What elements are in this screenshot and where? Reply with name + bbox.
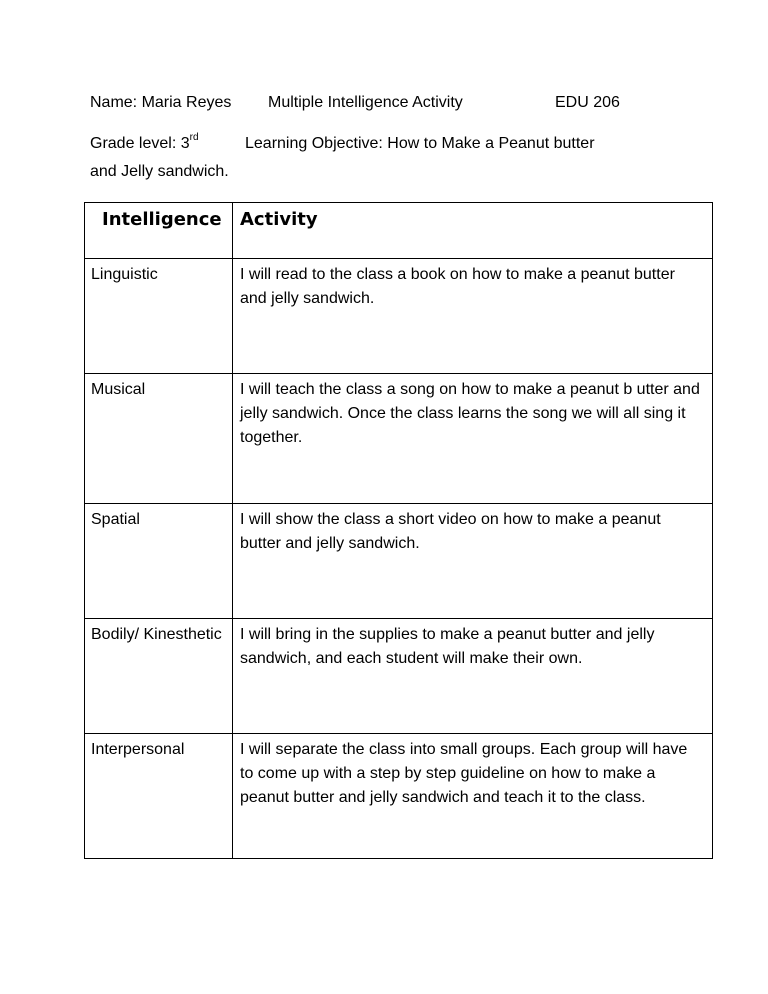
intelligence-cell: Musical [85,374,233,504]
intelligence-cell: Interpersonal [85,734,233,859]
course-code: EDU 206 [555,94,620,111]
activity-title: Multiple Intelligence Activity [268,94,463,111]
learning-objective-continued: and Jelly sandwich. [90,163,229,180]
table-row [85,504,713,619]
intelligence-cell: Linguistic [85,259,233,374]
intelligence-cell: Spatial [85,504,233,619]
activity-cell: I will separate the class into small groups. Each group will have to come up with a step by step guideline on how to make a peanut butter and jelly sandwich and teach it to the class. [233,734,713,859]
grade-level-label: Grade level: 3 [90,135,190,152]
grade-level [90,133,199,155]
activity-cell: I will show the class a short video on how to make a peanut butter and jelly sandwich. [233,504,713,619]
learning-objective: Learning Objective: How to Make a Peanut butter [245,135,595,152]
column-header-intelligence: Intelligence [85,203,233,259]
table-row [85,259,713,374]
activity-cell: I will bring in the supplies to make a peanut butter and jelly sandwich, and each student will make their own. [233,619,713,734]
table-header-row [85,203,713,259]
table-row [85,734,713,859]
table-row [85,374,713,504]
student-name: Name: Maria Reyes [90,94,232,111]
column-header-activity: Activity [233,203,713,259]
intelligence-cell: Bodily/ Kinesthetic [85,619,233,734]
activity-cell: I will read to the class a book on how to make a peanut butter and jelly sandwich. [233,259,713,374]
grade-level-suffix: rd [189,132,199,143]
header-line-3 [90,161,229,183]
intelligence-activity-table [84,202,713,859]
activity-cell: I will teach the class a song on how to make a peanut b utter and jelly sandwich. Once the class learns the song we will all sing it together. [233,374,713,504]
table-row [85,619,713,734]
